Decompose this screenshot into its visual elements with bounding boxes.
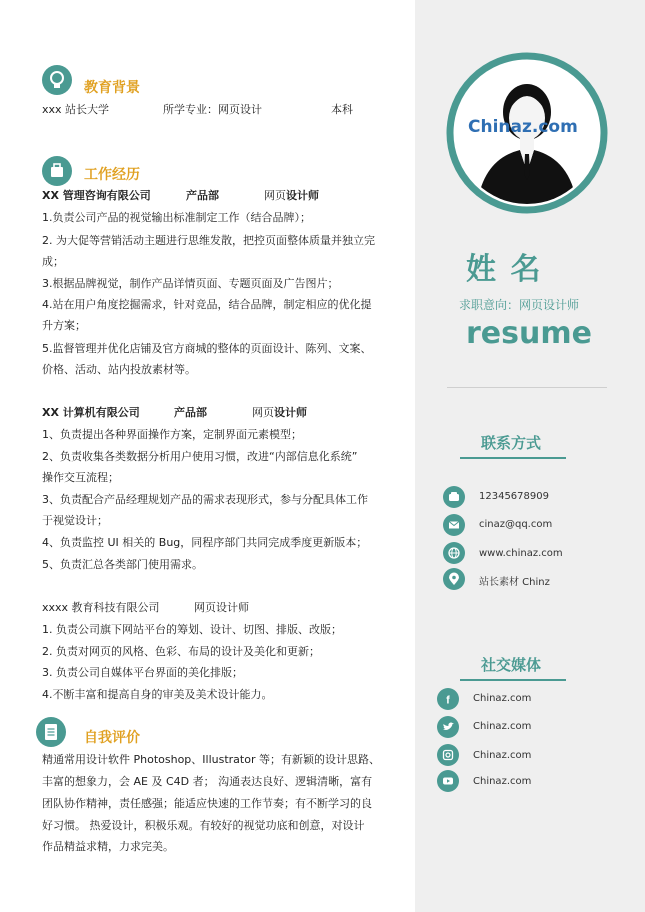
social-title: 社交媒体 (481, 656, 542, 674)
job2-role (252, 404, 307, 420)
self-eval-title: 自我评价 (84, 730, 140, 746)
phone-icon (443, 486, 465, 508)
photo-watermark: Chinaz.com (468, 117, 578, 137)
twitter-icon (437, 716, 459, 738)
job2-role-suffix: 设计师 (274, 406, 307, 419)
profile-name: 姓 名 (466, 252, 543, 287)
self-eval-line: 团队协作精神，责任感强；能适应快速的工作节奏；有不断学习的良 (42, 797, 372, 810)
work-title: 工作经历 (84, 167, 140, 183)
job2-line: 4、负责监控 UI 相关的 Bug，同程序部门共同完成季度更新版本； (42, 536, 368, 549)
contact-address: 站长素材 Chinz (479, 577, 550, 588)
job1-company: XX 管理咨询有限公司 (42, 189, 151, 202)
job1-line: 3.根据品牌视觉，制作产品详情页面、专题页面及广告图片； (42, 277, 339, 290)
self-eval-line: 好习惯。 热爱设计，积极乐观。有较好的视觉功底和创意，对设计 (42, 819, 365, 832)
contact-website: www.chinaz.com (479, 548, 563, 559)
notepad-icon (36, 717, 66, 747)
self-eval-line: 丰富的想象力，会 AE 及 C4D 者； 沟通表达良好、逻辑清晰，富有 (42, 775, 373, 788)
job2-line: 3、负责配合产品经理规划产品的需求表现形式，参与分配具体工作 (42, 493, 368, 506)
job3-line: 1. 负责公司旗下网站平台的筹划、设计、切图、排版、改版； (42, 623, 342, 636)
job1-line: 1.负责公司产品的视觉输出标准制定工作（结合品牌）； (42, 211, 311, 224)
job1-line: 5.监督管理并优化店铺及官方商城的整体的页面设计、陈列、文案、 (42, 342, 372, 355)
job2-line: 操作交互流程； (42, 471, 119, 484)
contact-title-underline (460, 457, 566, 459)
facebook-icon (437, 688, 459, 710)
mail-icon (443, 514, 465, 536)
globe-icon (443, 542, 465, 564)
job3-line: 4.不断丰富和提高自身的审美及美术设计能力。 (42, 688, 273, 701)
divider (447, 387, 607, 388)
job2-line: 2、负责收集各类数据分析用户使用习惯，改进“内部信息化系统” (42, 450, 358, 463)
job3-company: xxxx 教育科技有限公司 (42, 601, 160, 614)
social-twitter: Chinaz.com (473, 721, 532, 732)
job1-dept: 产品部 (186, 189, 219, 202)
education-degree: 本科 (331, 103, 353, 116)
self-eval-line: 精通常用设计软件 Photoshop、Illustrator 等；有新颖的设计思路、 (42, 753, 380, 766)
job2-dept: 产品部 (174, 406, 207, 419)
youtube-icon (437, 770, 459, 792)
job3-dept: 网页设计师 (194, 601, 249, 614)
lightbulb-icon (42, 65, 72, 95)
location-icon (443, 568, 465, 590)
job1-role-prefix: 网页 (264, 189, 286, 202)
job1-role (264, 187, 319, 203)
social-facebook: Chinaz.com (473, 693, 532, 704)
job2-company: XX 计算机有限公司 (42, 406, 140, 419)
job1-line: 升方案； (42, 319, 86, 332)
job1-line: 价格、活动、站内投放素材等。 (42, 363, 196, 376)
job1-line: 2. 为大促等营销活动主题进行思维发散，把控页面整体质量并独立完 (42, 234, 375, 247)
briefcase-icon (42, 156, 72, 186)
svg-text:f: f (446, 694, 450, 707)
job2-role-prefix: 网页 (252, 406, 274, 419)
contact-phone: 12345678909 (479, 491, 549, 502)
instagram-icon (437, 744, 459, 766)
job-intent: 求职意向：网页设计师 (459, 298, 580, 312)
job2-line: 1、负责提出各种界面操作方案，定制界面元素模型； (42, 428, 302, 441)
social-youtube: Chinaz.com (473, 776, 532, 787)
job3-line: 3. 负责公司自媒体平台界面的美化排版； (42, 666, 243, 679)
job2-line: 5、负责汇总各类部门使用需求。 (42, 558, 203, 571)
education-title: 教育背景 (84, 80, 140, 96)
contact-email: cinaz@qq.com (479, 519, 553, 530)
self-eval-line: 作品精益求精，力求完美。 (42, 840, 174, 853)
job1-line: 4.站在用户角度挖掘需求，针对竞品，结合品牌，制定相应的优化提 (42, 298, 372, 311)
resume-label: resume (466, 316, 592, 351)
education-major: 所学专业：网页设计 (163, 103, 262, 116)
education-school: xxx 站长大学 (42, 103, 110, 116)
job3-line: 2. 负责对网页的风格、色彩、布局的设计及美化和更新； (42, 645, 320, 658)
contact-title: 联系方式 (481, 434, 542, 452)
job2-line: 于视觉设计； (42, 514, 108, 527)
job1-line: 成； (42, 255, 64, 268)
social-instagram: Chinaz.com (473, 750, 532, 761)
social-title-underline (460, 679, 566, 681)
job1-role-suffix: 设计师 (286, 189, 319, 202)
